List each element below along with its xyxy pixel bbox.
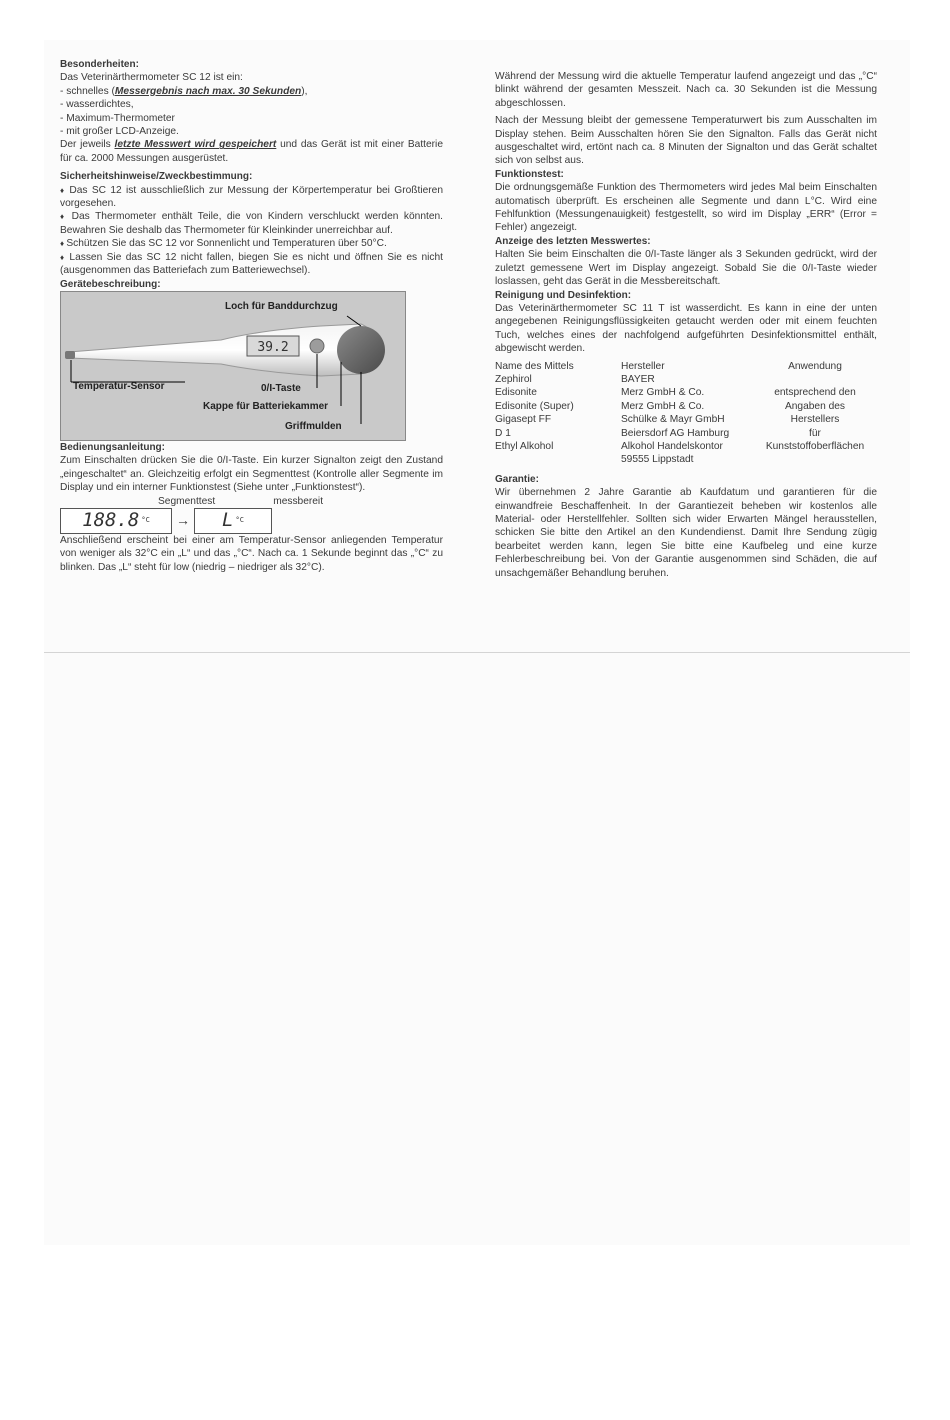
power-button bbox=[310, 339, 324, 353]
last-value-heading: Anzeige des letzten Messwertes: bbox=[495, 235, 651, 247]
operation-text: Zum Einschalten drücken Sie die 0/I-Taste. Ein kurzer Signalton zeigt den Zustand „eingeschaltet“ an. Gleichzeitig erfolgt ein Segmenttest (Kontrolle aller Segmente im Display und ein interner Funktionstest (Siehe unter „Funktionstest“). bbox=[60, 455, 443, 494]
table-cell: BAYER bbox=[621, 373, 655, 385]
features-item-fast: - schnelles (Messergebnis nach max. 30 Sekunden), bbox=[60, 85, 308, 97]
safety-bullet-purpose: ♦ Das SC 12 ist ausschließlich zur Messung der Körpertemperatur bei Großtieren vorgesehen. bbox=[60, 184, 443, 211]
left-column bbox=[60, 58, 443, 574]
table-cell: Zephirol bbox=[495, 373, 532, 385]
table-cell: entsprechend den bbox=[774, 387, 856, 399]
label-temperature-sensor: Temperatur-Sensor bbox=[73, 380, 165, 392]
table-cell: D 1 bbox=[495, 427, 511, 439]
table-row bbox=[495, 360, 879, 373]
safety-bullet-children: ♦ Das Thermometer enthält Teile, die von Kindern verschluckt werden könnten. Bewahren Sie deshalb das Thermometer für Kleinkinder unerreichbar auf. bbox=[60, 210, 443, 237]
warranty-heading: Garantie: bbox=[495, 473, 539, 485]
features-memory-emphasis: letzte Messwert wird gespeichert bbox=[114, 139, 277, 151]
device-heading: Gerätebeschreibung: bbox=[60, 278, 161, 290]
battery-cap bbox=[337, 326, 385, 374]
operation-after-text: Anschließend erscheint bei einer am Temperatur-Sensor anliegenden Temperatur von weniger als 32°C ein „L“ und das „°C“. Nach ca. 1 Sekunde beginnt das „°C“ zu blinken. Das „L“ steht für low (niedrig – niedriger als 32°C). bbox=[60, 534, 443, 573]
fold-line bbox=[44, 652, 910, 653]
table-cell: 59555 Lippstadt bbox=[621, 454, 694, 466]
features-item-waterproof: - wasserdichtes, bbox=[60, 99, 134, 111]
safety-bullet-handling: ♦ Lassen Sie das SC 12 nicht fallen, biegen Sie es nicht und öffnen Sie es nicht (ausgenommen das Batteriefach zum Batteriewechsel). bbox=[60, 251, 443, 278]
label-power-button: 0/I-Taste bbox=[261, 382, 301, 394]
features-heading: Besonderheiten: bbox=[60, 59, 139, 70]
features-memory: Der jeweils letzte Messwert wird gespeichert und das Gerät ist mit einer Batterie für ca. 2000 Messungen ausgerüstet. bbox=[60, 139, 443, 164]
table-cell: für bbox=[809, 427, 821, 439]
arrow-icon: → bbox=[176, 512, 190, 529]
label-battery-cap: Kappe für Batteriekammer bbox=[203, 400, 329, 412]
after-measurement-text: Nach der Messung bleibt der gemessene Temperaturwert bis zum Ausschalten im Display stehen. Beim Ausschalten hören Sie den Signalton. Falls das Gerät nicht ausgeschaltet wird, ertönt nach ca. 8 Minuten der Signalton und das Gerät schaltet sich von selbst aus. bbox=[495, 115, 877, 167]
caption-ready: messbereit bbox=[273, 495, 324, 507]
sensor-tip bbox=[65, 351, 75, 359]
features-item-maximum: - Maximum-Thermometer bbox=[60, 112, 175, 124]
last-value-text: Halten Sie beim Einschalten die 0/I-Taste länger als 3 Sekunden gedrückt, wird der zuletzt gemessene Wert im Display angezeigt. Sobald Sie die 0/I-Taste wieder loslassen, geht das Gerät in die Messbereitschaft. bbox=[495, 249, 877, 288]
features-intro: Das Veterinärthermometer SC 12 ist ein: bbox=[60, 72, 243, 84]
table-cell: Alkohol Handelskontor bbox=[621, 440, 723, 452]
cleaning-table bbox=[495, 360, 879, 467]
function-test-heading: Funktionstest: bbox=[495, 168, 564, 180]
table-cell: Angaben des bbox=[784, 400, 846, 412]
right-column bbox=[495, 70, 877, 580]
lcd-ready: L °C bbox=[194, 508, 272, 534]
function-test-text: Die ordnungsgemäße Funktion des Thermometers wird jedes Mal beim Einschalten automatisch überprüft. Es erscheinen alle Segmente und dann L°C. Wird eine Fehlfunktion (Messungenauigkeit) festgestellt, so wird im Display „ERR“ (Error = Fehler) angezeigt. bbox=[495, 182, 877, 234]
table-cell: Edisonite bbox=[495, 387, 537, 399]
table-cell: Merz GmbH & Co. bbox=[621, 400, 705, 412]
cleaning-text: Das Veterinärthermometer SC 11 T ist wasserdicht. Es kann in eine der unten angegebenen Reinigungsflüssigkeiten getaucht werden oder mit einem feuchten Tuch, welches eines der nachfolgend aufgeführten Desinfektionsmittel enthält, abgewischt werden. bbox=[495, 302, 877, 355]
table-cell: Edisonite (Super) bbox=[495, 400, 574, 412]
table-cell: Merz GmbH & Co. bbox=[621, 387, 705, 399]
table-cell bbox=[751, 453, 879, 466]
table-row bbox=[495, 427, 879, 440]
lcd-sequence bbox=[60, 508, 443, 534]
table-cell: Hersteller bbox=[621, 360, 665, 372]
table-row bbox=[495, 413, 879, 426]
table-row bbox=[495, 453, 879, 466]
table-row bbox=[495, 386, 879, 399]
table-cell: Kunststoffoberflächen bbox=[765, 440, 865, 452]
table-row bbox=[495, 400, 879, 413]
features-item-lcd: - mit großer LCD-Anzeige. bbox=[60, 126, 179, 138]
table-cell: Herstellers bbox=[790, 414, 840, 426]
table-cell bbox=[751, 373, 879, 386]
label-strap-hole: Loch für Banddurchzug bbox=[225, 300, 338, 312]
display-value: 39.2 bbox=[257, 339, 289, 355]
thermometer-illustration bbox=[61, 292, 405, 440]
table-cell: Anwendung bbox=[788, 360, 842, 372]
table-row bbox=[495, 440, 879, 453]
lcd-segment-test: 188.8 °C bbox=[60, 508, 172, 534]
operation-heading: Bedienungsanleitung: bbox=[60, 441, 165, 453]
table-cell: Name des Mittels bbox=[495, 360, 574, 372]
lcd-captions bbox=[158, 495, 443, 508]
safety-heading: Sicherheitshinweise/Zweckbestimmung: bbox=[60, 171, 253, 183]
safety-bullet-sunlight: ♦ Schützen Sie das SC 12 vor Sonnenlicht und Temperaturen über 50°C. bbox=[60, 237, 443, 250]
during-measurement-text: Während der Messung wird die aktuelle Temperatur laufend angezeigt und das „°C“ blinkt während der gesamten Messzeit. Nach ca. 30 Sekunden ist die Messung abgeschlossen. bbox=[495, 71, 877, 109]
warranty-text: Wir übernehmen 2 Jahre Garantie ab Kaufdatum und garantieren für die einwandfreie Beschaffenheit. In der Garantiezeit beheben wir kostenlos alle Material- oder Herstellfehler. Sollten sich wider Erwarten Mängel herausstellen, schicken Sie bitte den Artikel an den Kundendienst. Damit Ihre Sendung zügig bearbeitet werden kann, legen Sie bitte eine Kaufbeleg und eine kurze Fehlerbeschreibung bei. Von der Garantie ausgenommen sind Schäden, die auf unsachgemäßer Behandlung beruhen. bbox=[495, 487, 877, 579]
table-cell: Schülke & Mayr GmbH bbox=[621, 414, 725, 426]
thermometer-figure bbox=[60, 291, 406, 441]
table-row bbox=[495, 373, 879, 386]
table-cell: Ethyl Alkohol bbox=[495, 440, 554, 452]
table-cell: Gigasept FF bbox=[495, 414, 552, 426]
features-item-fast-emphasis: Messergebnis nach max. 30 Sekunden bbox=[114, 85, 302, 97]
table-cell bbox=[495, 453, 621, 466]
cleaning-heading: Reinigung und Desinfektion: bbox=[495, 289, 632, 301]
table-cell: Beiersdorf AG Hamburg bbox=[621, 427, 730, 439]
caption-segment-test: Segmenttest bbox=[158, 495, 216, 507]
label-grip: Griffmulden bbox=[285, 420, 342, 432]
